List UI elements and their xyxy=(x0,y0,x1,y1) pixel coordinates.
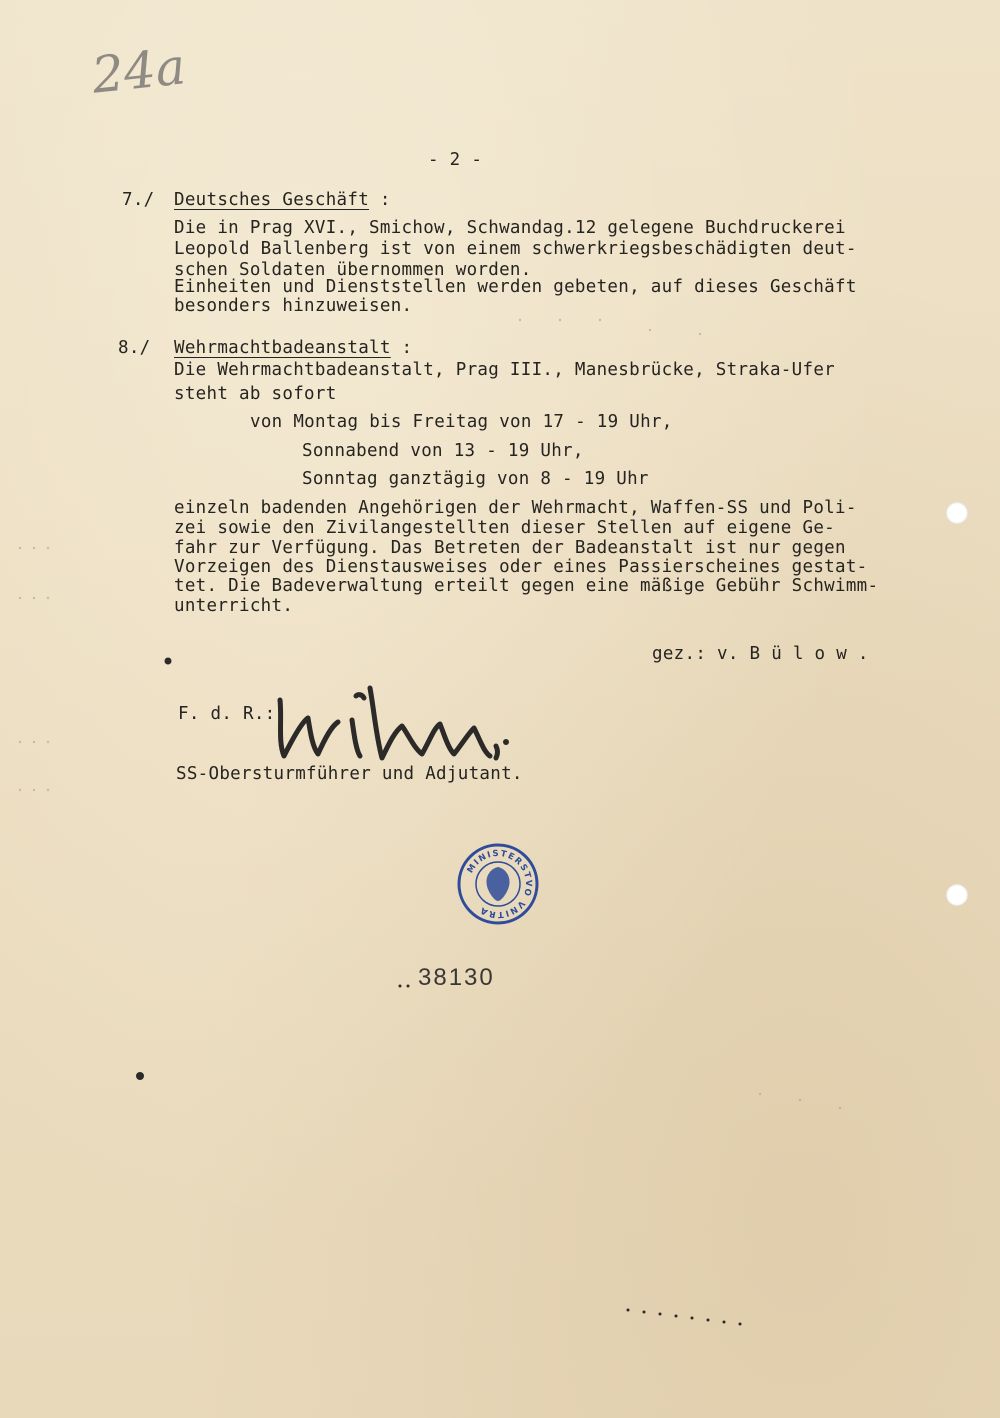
rank-and-title: SS-Obersturmführer und Adjutant. xyxy=(176,764,523,784)
section-7-line-1: Die in Prag XVI., Smichow, Schwandag.12 gelegene Buchdruckerei xyxy=(174,218,846,238)
signed-by: gez.: v. B ü l o w . xyxy=(652,644,869,664)
section-7-line-5: besonders hinzuweisen. xyxy=(174,296,413,316)
section-8-body-line-2: zei sowie den Zivilangestellten dieser Stellen auf eigene Ge- xyxy=(174,518,835,538)
section-7-heading-colon: : xyxy=(369,190,391,210)
schedule-weekdays: von Montag bis Freitag von 17 - 19 Uhr, xyxy=(250,412,673,432)
schedule-sunday: Sonntag ganztägig von 8 - 19 Uhr xyxy=(302,469,649,489)
section-8-intro-line-1: Die Wehrmachtbadeanstalt, Prag III., Manesbrücke, Straka-Ufer xyxy=(174,360,835,380)
section-7-line-2: Leopold Ballenberg ist von einem schwerkriegsbeschädigten deut- xyxy=(174,239,857,259)
section-8-body-line-5: tet. Die Badeverwaltung erteilt gegen eine mäßige Gebühr Schwimm- xyxy=(174,576,879,596)
section-8-body-line-1: einzeln badenden Angehörigen der Wehrmacht, Waffen-SS und Poli- xyxy=(174,498,857,518)
section-8-number: 8./ xyxy=(118,338,151,358)
section-8-body-line-3: fahr zur Verfügung. Das Betreten der Badeanstalt ist nur gegen xyxy=(174,538,846,558)
section-7-number: 7./ xyxy=(122,190,155,210)
archive-number: 38130 xyxy=(418,964,495,991)
stamp-ring-text: MINISTERSTVO VNITRA xyxy=(465,848,534,920)
handwritten-page-note: 24a xyxy=(89,37,189,105)
section-7-line-4: Einheiten und Dienststellen werden gebeten, auf dieses Geschäft xyxy=(174,277,857,297)
section-8-heading-text: Wehrmachtbadeanstalt xyxy=(174,338,391,358)
section-7-line-3: schen Soldaten übernommen worden. xyxy=(174,260,532,280)
section-8-body-line-4: Vorzeigen des Dienstausweises oder eines Passierscheines gestat- xyxy=(174,557,868,577)
schedule-saturday: Sonnabend von 13 - 19 Uhr, xyxy=(302,441,584,461)
section-7-heading-text: Deutsches Geschäft xyxy=(174,190,370,210)
section-8-body-line-6: unterricht. xyxy=(174,596,294,616)
fdr-label: F. d. R.: xyxy=(178,704,276,724)
page-number: - 2 - xyxy=(428,150,483,170)
section-8-intro-line-2: steht ab sofort xyxy=(174,384,337,404)
section-8-heading-colon: : xyxy=(390,338,413,358)
